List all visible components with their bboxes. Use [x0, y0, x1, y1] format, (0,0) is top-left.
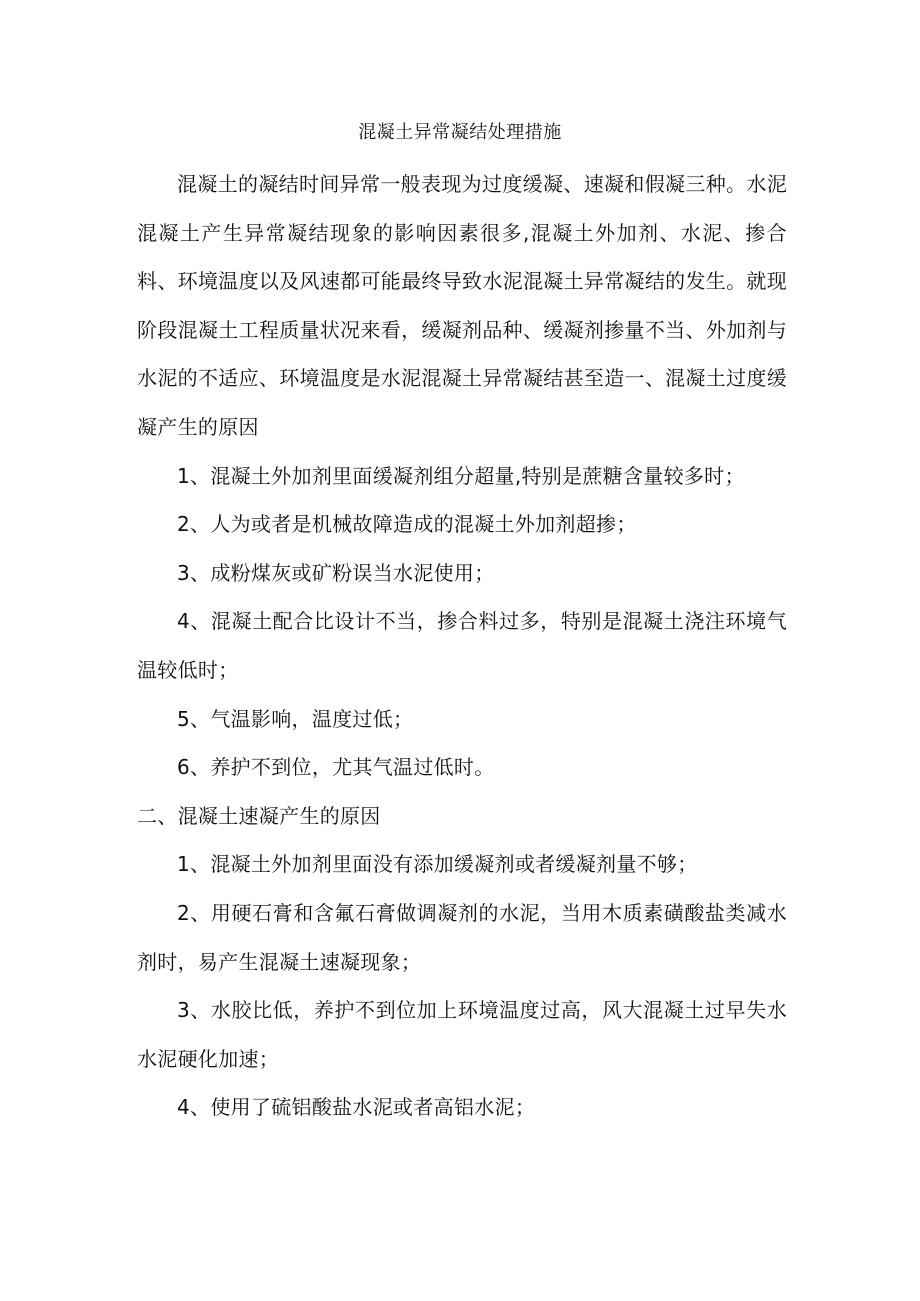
list-item: 4、混凝土配合比设计不当，掺合料过多，特别是混凝土浇注环境气温较低时； [137, 609, 787, 682]
list-item: 3、成粉煤灰或矿粉误当水泥使用； [177, 560, 495, 585]
list-item: 6、养护不到位，尤其气温过低时。 [177, 755, 495, 780]
list-item: 2、人为或者是机械故障造成的混凝土外加剂超掺； [177, 512, 637, 537]
list-item: 2、用硬石膏和含氟石膏做调凝剂的水泥，当用木质素磺酸盐类减水剂时，易产生混凝土速凝现象； [137, 900, 787, 974]
document-body [137, 160, 787, 1132]
intro-paragraph: 混凝土的凝结时间异常一般表现为过度缓凝、速凝和假凝三种。水泥混凝土产生异常凝结现象的影响因素很多,混凝土外加剂、水泥、掺合料、环境温度以及风速都可能最终导致水泥混凝土异常凝结的发生。就现阶段混凝土工程质量状况来看，缓凝剂品种、缓凝剂掺量不当、外加剂与水泥的不适应、环境温度是水泥混凝土异常凝结甚至造一、混凝土过度缓凝产生的原因 [137, 172, 787, 439]
list-item: 1、混凝土外加剂里面没有添加缓凝剂或者缓凝剂量不够； [177, 852, 698, 877]
section-heading: 二、混凝土速凝产生的原因 [137, 803, 381, 828]
list-item: 4、使用了硫铝酸盐水泥或者高铝水泥； [177, 1095, 536, 1120]
list-item: 1、混凝土外加剂里面缓凝剂组分超量,特别是蔗糖含量较多时； [177, 463, 745, 488]
list-item: 5、气温影响，温度过低； [177, 706, 414, 731]
document-title: 混凝土异常凝结处理措施 [358, 122, 562, 143]
list-item: 3、水胶比低，养护不到位加上环境温度过高，风大混凝土过早失水水泥硬化加速； [137, 998, 787, 1071]
